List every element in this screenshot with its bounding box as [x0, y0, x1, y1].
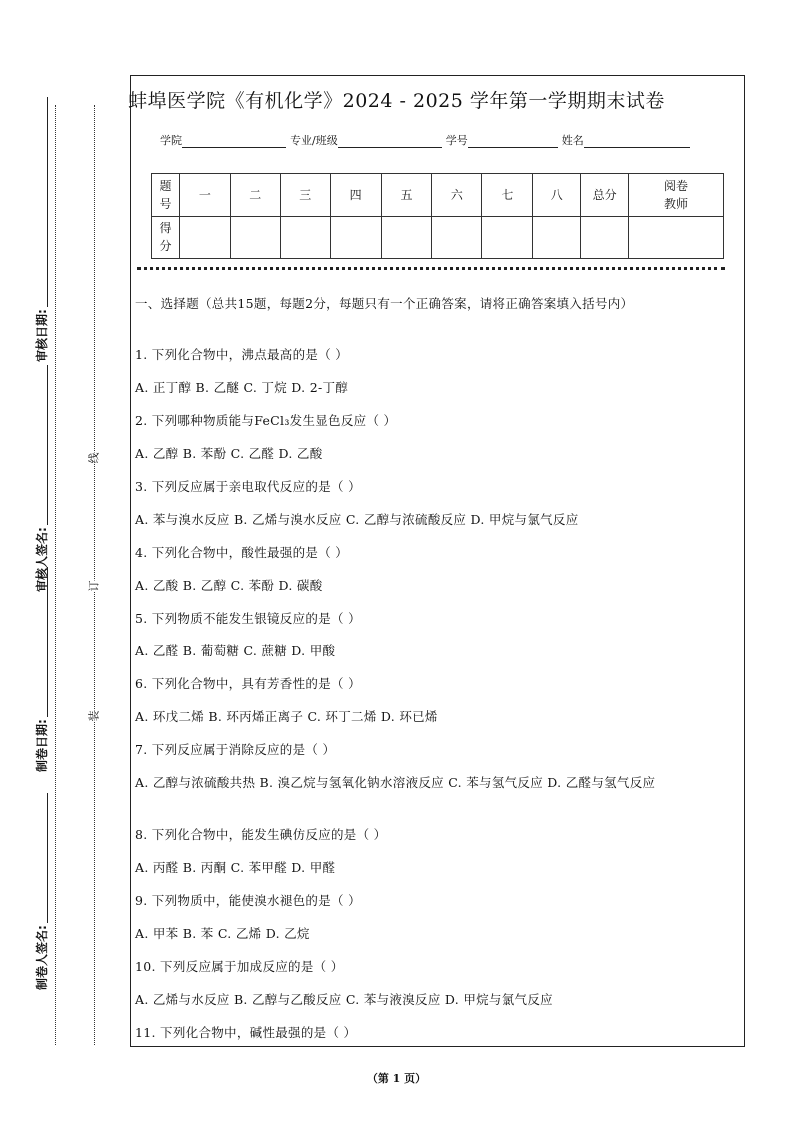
col-2: 二 — [230, 174, 280, 217]
score-cell[interactable] — [482, 216, 533, 259]
question-options: A. 乙醛 B. 葡萄糖 C. 蔗糖 D. 甲酸 — [135, 643, 336, 658]
question-options: A. 乙烯与水反应 B. 乙醇与乙酸反应 C. 苯与液溴反应 D. 甲烷与氯气反应 — [135, 992, 553, 1007]
col-1: 一 — [179, 174, 230, 217]
question-options: A. 甲苯 B. 苯 C. 乙烯 D. 乙烷 — [135, 926, 310, 941]
binding-zhuang-char: 装 — [87, 710, 101, 722]
col-4: 四 — [330, 174, 381, 217]
question-options: A. 乙醇与浓硫酸共热 B. 溴乙烷与氢氧化钠水溶液反应 C. 苯与氢气反应 D. 乙醛与氢气反应 — [135, 775, 656, 790]
question-stem: 8. 下列化合物中，能发生碘仿反应的是（ ） — [135, 827, 387, 842]
binding-ding-char: 订 — [87, 580, 101, 592]
score-table-score-row — [152, 216, 724, 259]
col-6: 六 — [432, 174, 482, 217]
score-table — [151, 173, 724, 259]
question-stem: 2. 下列哪种物质能与FeCl₃发生显色反应（ ） — [135, 413, 397, 428]
score-cell[interactable] — [230, 216, 280, 259]
reviewer-cell[interactable] — [629, 216, 724, 259]
college-label: 学院 — [160, 134, 182, 147]
section-divider — [137, 267, 725, 270]
score-table-header-row — [152, 174, 724, 217]
question-options: A. 丙醛 B. 丙酮 C. 苯甲醛 D. 甲醛 — [135, 860, 336, 875]
binding-line-char: 线 — [87, 452, 101, 464]
score-cell[interactable] — [432, 216, 482, 259]
question-options: A. 环戊二烯 B. 环丙烯正离子 C. 环丁二烯 D. 环已烯 — [135, 709, 438, 724]
reviewer-header: 阅卷 教师 — [629, 174, 724, 217]
question-options: A. 正丁醇 B. 乙醚 C. 丁烷 D. 2-丁醇 — [135, 380, 349, 395]
score-cell[interactable] — [533, 216, 581, 259]
review-sign-label: 审核人签名: — [33, 365, 50, 592]
score-cell[interactable] — [280, 216, 330, 259]
score-header: 得 分 — [152, 216, 180, 259]
col-7: 七 — [482, 174, 533, 217]
question-stem: 6. 下列化合物中，具有芳香性的是（ ） — [135, 676, 361, 691]
col-8: 八 — [533, 174, 581, 217]
major-class-field[interactable] — [338, 135, 442, 148]
question-stem: 1. 下列化合物中，沸点最高的是（ ） — [135, 347, 349, 362]
section-header: 一、选择题（总共15题，每题2分，每题只有一个正确答案，请将正确答案填入括号内） — [135, 296, 634, 311]
college-field[interactable] — [182, 135, 286, 148]
student-id-label: 学号 — [445, 134, 468, 147]
name-field[interactable] — [584, 135, 690, 148]
score-cell[interactable] — [330, 216, 381, 259]
score-cell[interactable] — [179, 216, 230, 259]
student-id-field[interactable] — [468, 135, 558, 148]
binding-dotted-line-outer — [55, 105, 56, 1045]
question-stem: 3. 下列反应属于亲电取代反应的是（ ） — [135, 479, 361, 494]
make-date-label: 制卷日期: — [33, 567, 50, 772]
question-options: A. 乙醇 B. 苯酚 C. 乙醛 D. 乙酸 — [135, 446, 323, 461]
question-stem: 7. 下列反应属于消除反应的是（ ） — [135, 742, 336, 757]
question-no-header: 题 号 — [152, 174, 180, 217]
question-options: A. 乙酸 B. 乙醇 C. 苯酚 D. 碳酸 — [135, 578, 323, 593]
make-sign-label: 制卷人签名: — [33, 793, 50, 990]
question-stem: 4. 下列化合物中，酸性最强的是（ ） — [135, 545, 349, 560]
review-date-label: 审核日期: — [33, 97, 50, 362]
score-cell-total[interactable] — [581, 216, 629, 259]
exam-title: 蚌埠医学院《有机化学》2024 - 2025 学年第一学期期末试卷 — [128, 90, 665, 112]
question-stem: 9. 下列物质中，能使溴水褪色的是（ ） — [135, 893, 361, 908]
question-options: A. 苯与溴水反应 B. 乙烯与溴水反应 C. 乙醇与浓硫酸反应 D. 甲烷与氯气反应 — [135, 512, 579, 527]
score-cell[interactable] — [381, 216, 432, 259]
page-number: （第 1 页） — [366, 1072, 427, 1085]
question-stem: 5. 下列物质不能发生银镜反应的是（ ） — [135, 611, 361, 626]
question-stem: 11. 下列化合物中，碱性最强的是（ ） — [135, 1025, 357, 1040]
question-stem: 10. 下列反应属于加成反应的是（ ） — [135, 959, 344, 974]
name-label: 姓名 — [561, 134, 584, 147]
binding-dotted-line-inner — [94, 105, 95, 1045]
col-total: 总分 — [581, 174, 629, 217]
major-class-label: 专业/班级 — [290, 134, 338, 147]
student-info-row — [160, 132, 694, 148]
col-3: 三 — [280, 174, 330, 217]
col-5: 五 — [381, 174, 432, 217]
